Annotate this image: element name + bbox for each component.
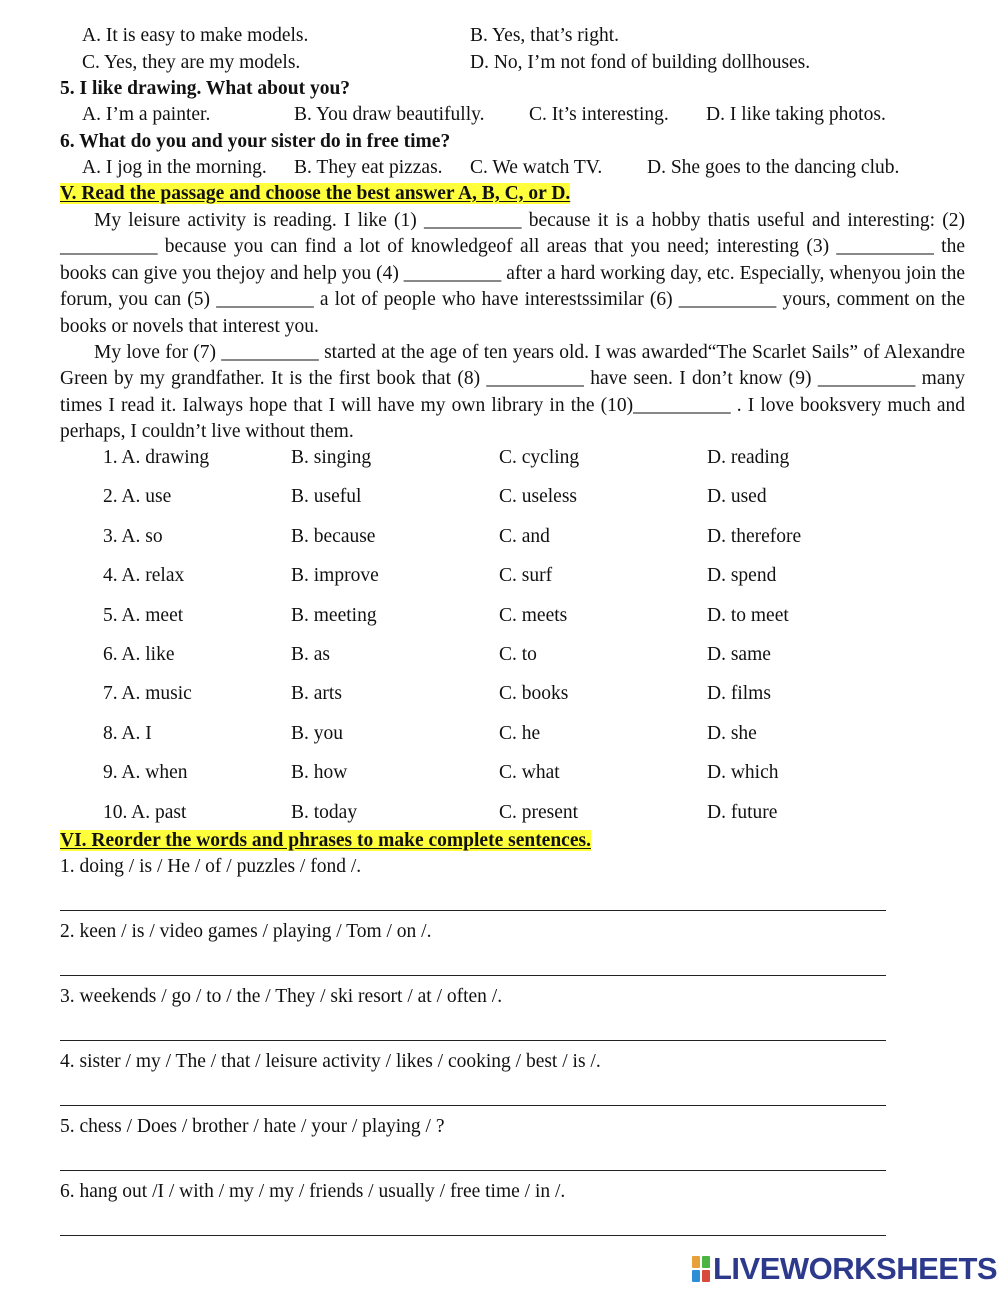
q4-option-d[interactable]: D. spend (707, 565, 777, 587)
q4-option-d: D. No, I’m not fond of building dollhouses. (470, 52, 811, 73)
q6-option-d: D. She goes to the dancing club. (647, 157, 900, 178)
q5-option-c[interactable]: C. meets (499, 604, 568, 626)
reorder-item-1: 1. doing / is / He / of / puzzles / fond /. (60, 856, 362, 877)
q3-option-c[interactable]: C. and (499, 525, 550, 547)
section-6-heading (60, 828, 591, 854)
q3-option-d[interactable]: D. therefore (707, 525, 802, 547)
passage-paragraph-1: My leisure activity is reading. I like (1) __________ because it is a hobby thatis useful and interesting: (2) __________ because you can find a lot of knowledgeof all areas that you need; interesting (3) __________ the books can give you thejoy and help you (4) __________ after a hard working day, etc. Especially, whenyou join the forum, you can (5) __________ a lot of people who have interestssimilar (6) __________ yours, comment on the books or novels that interest you. (60, 210, 965, 337)
q2-option-c[interactable]: C. useless (499, 486, 577, 508)
brand-name: LIVEWORKSHEETS (713, 1251, 998, 1286)
q4-option-b[interactable]: B. improve (291, 565, 379, 587)
q6-option-b[interactable]: B. as (291, 644, 330, 665)
reorder-item-6: 6. hang out /I / with / my / my / friends / usually / free time / in /. (60, 1181, 566, 1202)
reorder-item-4: 4. sister / my / The / that / leisure activity / likes / cooking / best / is /. (60, 1051, 601, 1072)
q1-option-a[interactable]: 1. A. drawing (103, 447, 210, 468)
q5-option-c: C. It’s interesting. (529, 104, 669, 125)
q8-option-a[interactable]: 8. A. I (103, 722, 152, 744)
answer-line-1[interactable] (60, 910, 886, 911)
q10-option-c[interactable]: C. present (499, 801, 579, 823)
reorder-item-2: 2. keen / is / video games / playing / Tom / on /. (60, 921, 432, 942)
q4-option-a: A. It is easy to make models. (82, 25, 309, 46)
reading-passage (60, 208, 965, 446)
q5-option-b[interactable]: B. meeting (291, 604, 377, 626)
q6-option-b: B. They eat pizzas. (294, 157, 443, 178)
answer-line-3[interactable] (60, 1040, 886, 1041)
q6-option-c: C. We watch TV. (470, 157, 603, 178)
q5-option-a: A. I’m a painter. (82, 104, 211, 125)
q3-option-a[interactable]: 3. A. so (103, 525, 163, 547)
section-5-heading-text: V. Read the passage and choose the best answer A, B, C, or D. (60, 183, 571, 204)
q6-option-a: A. I jog in the morning. (82, 157, 267, 178)
reorder-item-3: 3. weekends / go / to / the / They / ski resort / at / often /. (60, 986, 503, 1007)
q2-option-d[interactable]: D. used (707, 486, 767, 508)
q8-option-c[interactable]: C. he (499, 722, 541, 744)
passage-paragraph-2: My love for (7) __________ started at the age of ten years old. I was awarded“The Scarlet Sails” of Alexandre Green by my grandfather. It is the first book that (8) __________ have seen. I don’t know (9) __________ many times I read it. Ialways hope that I will have my own library in the (10)__________ . I love booksvery much and perhaps, I couldn’t live without them. (60, 342, 965, 443)
q7-option-b[interactable]: B. arts (291, 683, 342, 705)
q7-option-d[interactable]: D. films (707, 683, 771, 705)
q6-option-c[interactable]: C. to (499, 644, 537, 665)
answer-line-6[interactable] (60, 1235, 886, 1236)
q5-option-d[interactable]: D. to meet (707, 604, 789, 626)
q6-question: 6. What do you and your sister do in free time? (60, 131, 451, 152)
q8-option-b[interactable]: B. you (291, 722, 344, 744)
q4-option-c: C. Yes, they are my models. (82, 52, 301, 73)
q4-option-c[interactable]: C. surf (499, 565, 553, 587)
q9-option-d[interactable]: D. which (707, 762, 779, 784)
q9-option-a[interactable]: 9. A. when (103, 762, 188, 784)
q3-option-b[interactable]: B. because (291, 525, 376, 547)
section-5-heading (60, 181, 570, 207)
q9-option-c[interactable]: C. what (499, 762, 560, 784)
q4-option-b: B. Yes, that’s right. (470, 25, 619, 46)
q5-option-b: B. You draw beautifully. (294, 104, 485, 125)
q9-option-b[interactable]: B. how (291, 762, 348, 784)
answer-line-5[interactable] (60, 1170, 886, 1171)
reorder-item-5: 5. chess / Does / brother / hate / your / playing / ? (60, 1116, 445, 1137)
q10-option-b[interactable]: B. today (291, 801, 358, 823)
q10-option-d[interactable]: D. future (707, 801, 778, 823)
q6-option-a[interactable]: 6. A. like (103, 644, 175, 665)
answer-line-4[interactable] (60, 1105, 886, 1106)
liveworksheets-logo (692, 1253, 997, 1285)
q10-option-a[interactable]: 10. A. past (103, 801, 187, 823)
q4-option-a[interactable]: 4. A. relax (103, 565, 185, 587)
logo-mark-icon (692, 1256, 710, 1282)
q8-option-d[interactable]: D. she (707, 722, 757, 744)
q7-option-c[interactable]: C. books (499, 683, 569, 705)
q5-question: 5. I like drawing. What about you? (60, 78, 351, 99)
section-6-heading-text: VI. Reorder the words and phrases to make complete sentences. (60, 830, 591, 851)
q6-option-d[interactable]: D. same (707, 644, 771, 665)
q5-option-d: D. I like taking photos. (706, 104, 886, 125)
q2-option-a[interactable]: 2. A. use (103, 486, 172, 508)
q1-option-c[interactable]: C. cycling (499, 447, 580, 468)
q1-option-b[interactable]: B. singing (291, 447, 372, 468)
q5-option-a[interactable]: 5. A. meet (103, 604, 184, 626)
q7-option-a[interactable]: 7. A. music (103, 683, 192, 705)
q1-option-d[interactable]: D. reading (707, 447, 790, 468)
q2-option-b[interactable]: B. useful (291, 486, 362, 508)
answer-line-2[interactable] (60, 975, 886, 976)
